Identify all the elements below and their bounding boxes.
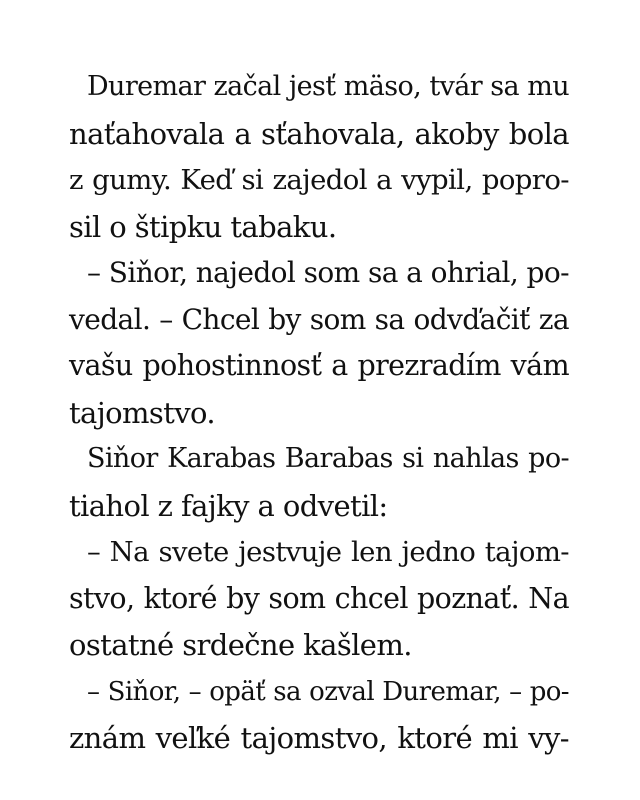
text-line: Duremar začal jesť mäso, tvár sa mu [87,71,569,102]
text-line: – Siňor, – opäť sa ozval Duremar, – po- [87,676,569,707]
text-line: – Na svete jestvuje len jedno tajom- [87,536,569,568]
text-line: naťahovala a sťahovala, akoby bola [69,116,569,151]
text-line: – Siňor, najedol som sa a ohrial, po- [87,256,569,289]
text-line: stvo, ktoré by som chcel poznať. Na [69,581,569,615]
text-line: sil o štipku tabaku. [69,209,337,244]
text-line: znám veľké tajomstvo, ktoré mi vy- [69,721,569,755]
page-text [69,64,569,762]
text-line: tajomstvo. [69,395,215,430]
text-line: Siňor Karabas Barabas si nahlas po- [87,443,569,474]
text-line: z gumy. Keď si zajedol a vypil, popro- [69,164,569,196]
text-line: ostatné srdečne kašlem. [69,628,412,662]
text-line: vedal. – Chcel by som sa odvďačiť za [69,302,569,336]
text-line: tiahol z fajky a odvetil: [69,488,388,523]
text-line: vašu pohostinnosť a prezradím vám [69,349,569,382]
